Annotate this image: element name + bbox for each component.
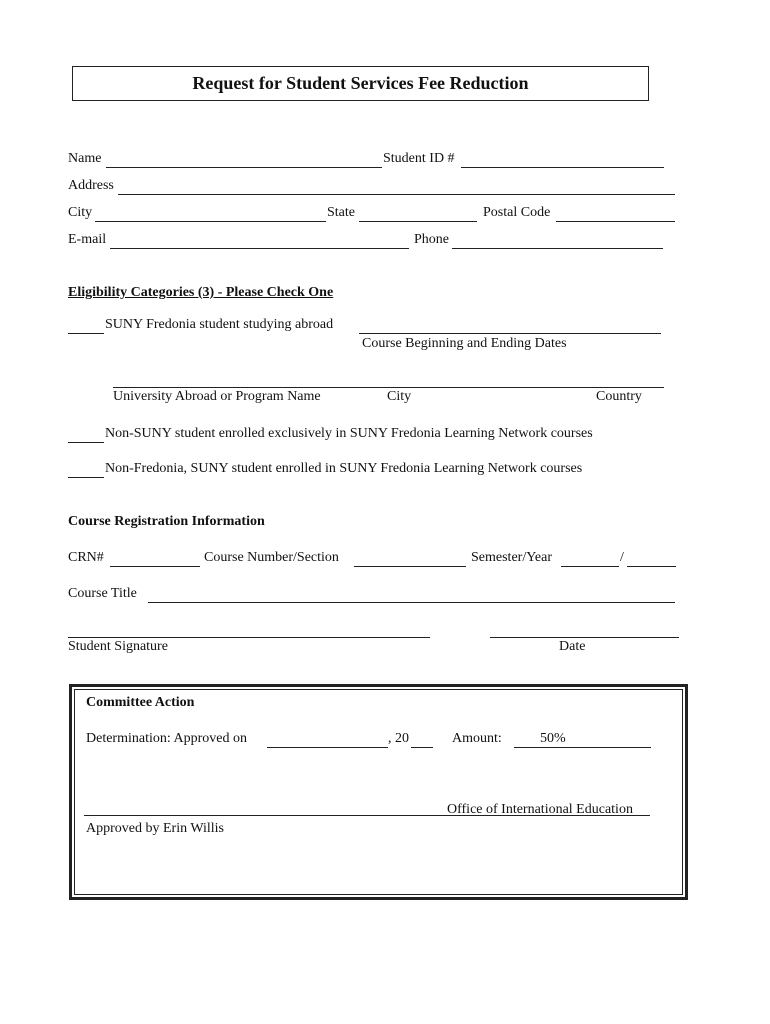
address-field[interactable] <box>118 194 675 195</box>
determination-label: Determination: Approved on <box>86 731 247 746</box>
abroad-city-label: City <box>387 389 412 404</box>
abroad-checkbox[interactable] <box>68 333 104 334</box>
student-id-field[interactable] <box>461 167 664 168</box>
office-label: Office of International Education <box>447 802 633 817</box>
crn-label: CRN# <box>68 550 104 565</box>
name-field[interactable] <box>106 167 382 168</box>
course-dates-field[interactable] <box>359 333 661 334</box>
committee-box <box>69 684 688 900</box>
address-label: Address <box>68 178 114 193</box>
semester-label: Semester/Year <box>471 550 553 565</box>
course-number-field[interactable] <box>354 566 466 567</box>
date-label: Date <box>559 639 586 654</box>
registration-heading: Course Registration Information <box>68 514 265 529</box>
signature-label: Student Signature <box>68 639 168 654</box>
form-title: Request for Student Services Fee Reduction <box>72 66 649 101</box>
city-label: City <box>68 205 93 220</box>
university-field[interactable] <box>113 387 664 388</box>
approved-by-label: Approved by Erin Willis <box>86 821 224 836</box>
committee-heading: Committee Action <box>86 695 195 710</box>
option-non-suny-label: Non-SUNY student enrolled exclusively in SUNY Fredonia Learning Network courses <box>105 426 593 441</box>
amount-field <box>514 747 651 748</box>
university-label: University Abroad or Program Name <box>113 389 321 404</box>
semester-field[interactable] <box>561 566 619 567</box>
phone-label: Phone <box>414 232 449 247</box>
non-fredonia-checkbox[interactable] <box>68 477 104 478</box>
state-label: State <box>327 205 355 220</box>
year-prefix: , 20 <box>388 731 409 746</box>
option-non-fredonia-label: Non-Fredonia, SUNY student enrolled in SUNY Fredonia Learning Network courses <box>105 461 583 476</box>
postal-code-field[interactable] <box>556 221 675 222</box>
course-number-label: Course Number/Section <box>204 550 339 565</box>
country-label: Country <box>596 389 642 404</box>
state-field[interactable] <box>359 221 477 222</box>
name-label: Name <box>68 151 102 166</box>
date-field[interactable] <box>490 637 679 638</box>
eligibility-heading: Eligibility Categories (3) - Please Check One <box>68 285 334 300</box>
approved-year-field[interactable] <box>411 747 433 748</box>
amount-value: 50% <box>540 731 566 746</box>
option-abroad-label: SUNY Fredonia student studying abroad <box>105 317 334 332</box>
signature-field[interactable] <box>68 637 430 638</box>
semester-slash: / <box>620 550 624 565</box>
email-label: E-mail <box>68 232 107 247</box>
committee-inner-border <box>74 689 683 895</box>
city-field[interactable] <box>95 221 326 222</box>
postal-code-label: Postal Code <box>483 205 551 220</box>
approved-date-field[interactable] <box>267 747 388 748</box>
course-title-field[interactable] <box>148 602 675 603</box>
phone-field[interactable] <box>452 248 663 249</box>
amount-label: Amount: <box>452 731 502 746</box>
course-dates-label: Course Beginning and Ending Dates <box>362 336 567 351</box>
student-id-label: Student ID # <box>383 151 455 166</box>
crn-field[interactable] <box>110 566 200 567</box>
year-field[interactable] <box>627 566 676 567</box>
course-title-label: Course Title <box>68 586 137 601</box>
non-suny-checkbox[interactable] <box>68 442 104 443</box>
email-field[interactable] <box>110 248 409 249</box>
